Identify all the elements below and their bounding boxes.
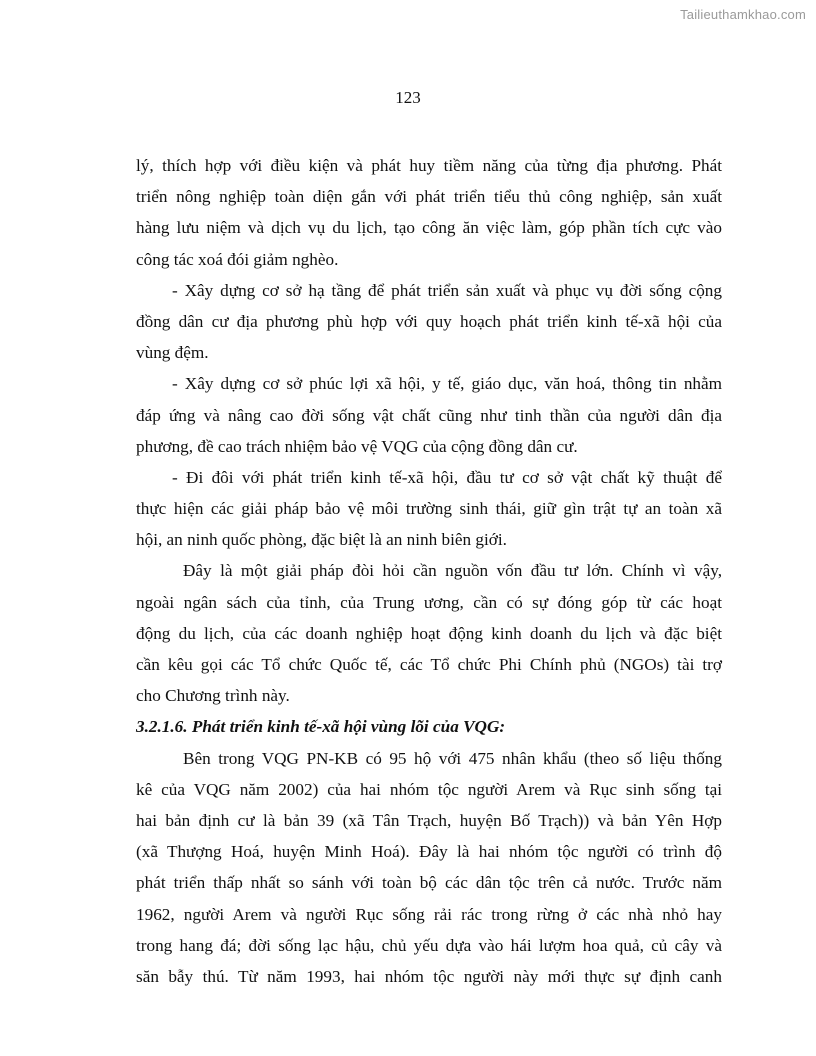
- text-line: ngoài ngân sách của tỉnh, của Trung ương, cần có sự đóng góp từ các hoạt: [136, 592, 722, 612]
- text-line: 1962, người Arem và người Rục sống rải rác trong rừng ở các nhà nhỏ hay: [136, 904, 722, 924]
- text-line: - Xây dựng cơ sở hạ tầng để phát triển sản xuất và phục vụ đời sống cộng: [172, 280, 722, 300]
- paragraph-continuation: [136, 150, 722, 275]
- text-line: công tác xoá đói giảm nghèo.: [136, 249, 339, 269]
- text-line: hàng lưu niệm và dịch vụ du lịch, tạo công ăn việc làm, góp phần tích cực vào: [136, 218, 722, 238]
- document-body: [136, 150, 722, 992]
- section-heading: 3.2.1.6. Phát triển kinh tế-xã hội vùng lõi của VQG:: [136, 717, 506, 737]
- page-number: 123: [395, 88, 421, 107]
- paragraph-funding: [136, 555, 722, 711]
- text-line: phương, đề cao trách nhiệm bảo vệ VQG của cộng đồng dân cư.: [136, 436, 578, 456]
- text-line: kê của VQG năm 2002) của hai nhóm tộc người Arem và Rục sinh sống tại: [136, 779, 722, 799]
- text-line: thực hiện các giải pháp bảo vệ môi trường sinh thái, giữ gìn trật tự an toàn xã: [136, 499, 722, 519]
- text-line: triển nông nghiệp toàn diện gắn với phát triển tiểu thủ công nghiệp, sản xuất: [136, 187, 722, 207]
- text-line: lý, thích hợp với điều kiện và phát huy tiềm năng của từng địa phương. Phát: [136, 156, 722, 175]
- text-line: phát triển thấp nhất so sánh với toàn bộ các dân tộc trên cả nước. Trước năm: [136, 873, 722, 893]
- text-line: Đây là một giải pháp đòi hỏi cần nguồn vốn đầu tư lớn. Chính vì vậy,: [183, 561, 722, 581]
- text-line: săn bẫy thú. Từ năm 1993, hai nhóm tộc người này mới thực sự định canh: [136, 966, 722, 986]
- dash-item-welfare: [136, 368, 722, 462]
- text-line: hai bản định cư là bản 39 (xã Tân Trạch, huyện Bố Trạch)) và bản Yên Hợp: [136, 810, 722, 830]
- watermark-text: Tailieuthamkhao.com: [680, 7, 806, 22]
- text-line: - Đi đôi với phát triển kinh tế-xã hội, đầu tư cơ sở vật chất kỹ thuật để: [172, 467, 722, 487]
- text-line: hội, an ninh quốc phòng, đặc biệt là an ninh biên giới.: [136, 530, 507, 550]
- text-line: cần kêu gọi các Tổ chức Quốc tế, các Tổ chức Phi Chính phủ (NGOs) tài trợ: [136, 655, 722, 674]
- text-line: trong hang đá; đời sống lạc hậu, chủ yếu dựa vào hái lượm hoa quả, củ cây và: [136, 935, 722, 955]
- text-line: (xã Thượng Hoá, huyện Minh Hoá). Đây là hai nhóm tộc người có trình độ: [136, 842, 722, 862]
- text-line: đáp ứng và nâng cao đời sống vật chất cũng như tinh thần của người dân địa: [136, 405, 722, 425]
- paragraph-core-zone: [136, 743, 722, 993]
- dash-item-infrastructure: [136, 275, 722, 369]
- text-line: Bên trong VQG PN-KB có 95 hộ với 475 nhân khẩu (theo số liệu thống: [183, 748, 722, 768]
- dash-item-security: [136, 462, 722, 556]
- text-line: cho Chương trình này.: [136, 686, 290, 706]
- text-line: vùng đệm.: [136, 343, 209, 363]
- text-line: đồng dân cư địa phương phù hợp với quy hoạch phát triển kinh tế-xã hội của: [136, 311, 722, 331]
- text-line: động du lịch, của các doanh nghiệp hoạt động kinh doanh du lịch và đặc biệt: [136, 623, 722, 643]
- text-line: - Xây dựng cơ sở phúc lợi xã hội, y tế, giáo dục, văn hoá, thông tin nhằm: [172, 374, 722, 394]
